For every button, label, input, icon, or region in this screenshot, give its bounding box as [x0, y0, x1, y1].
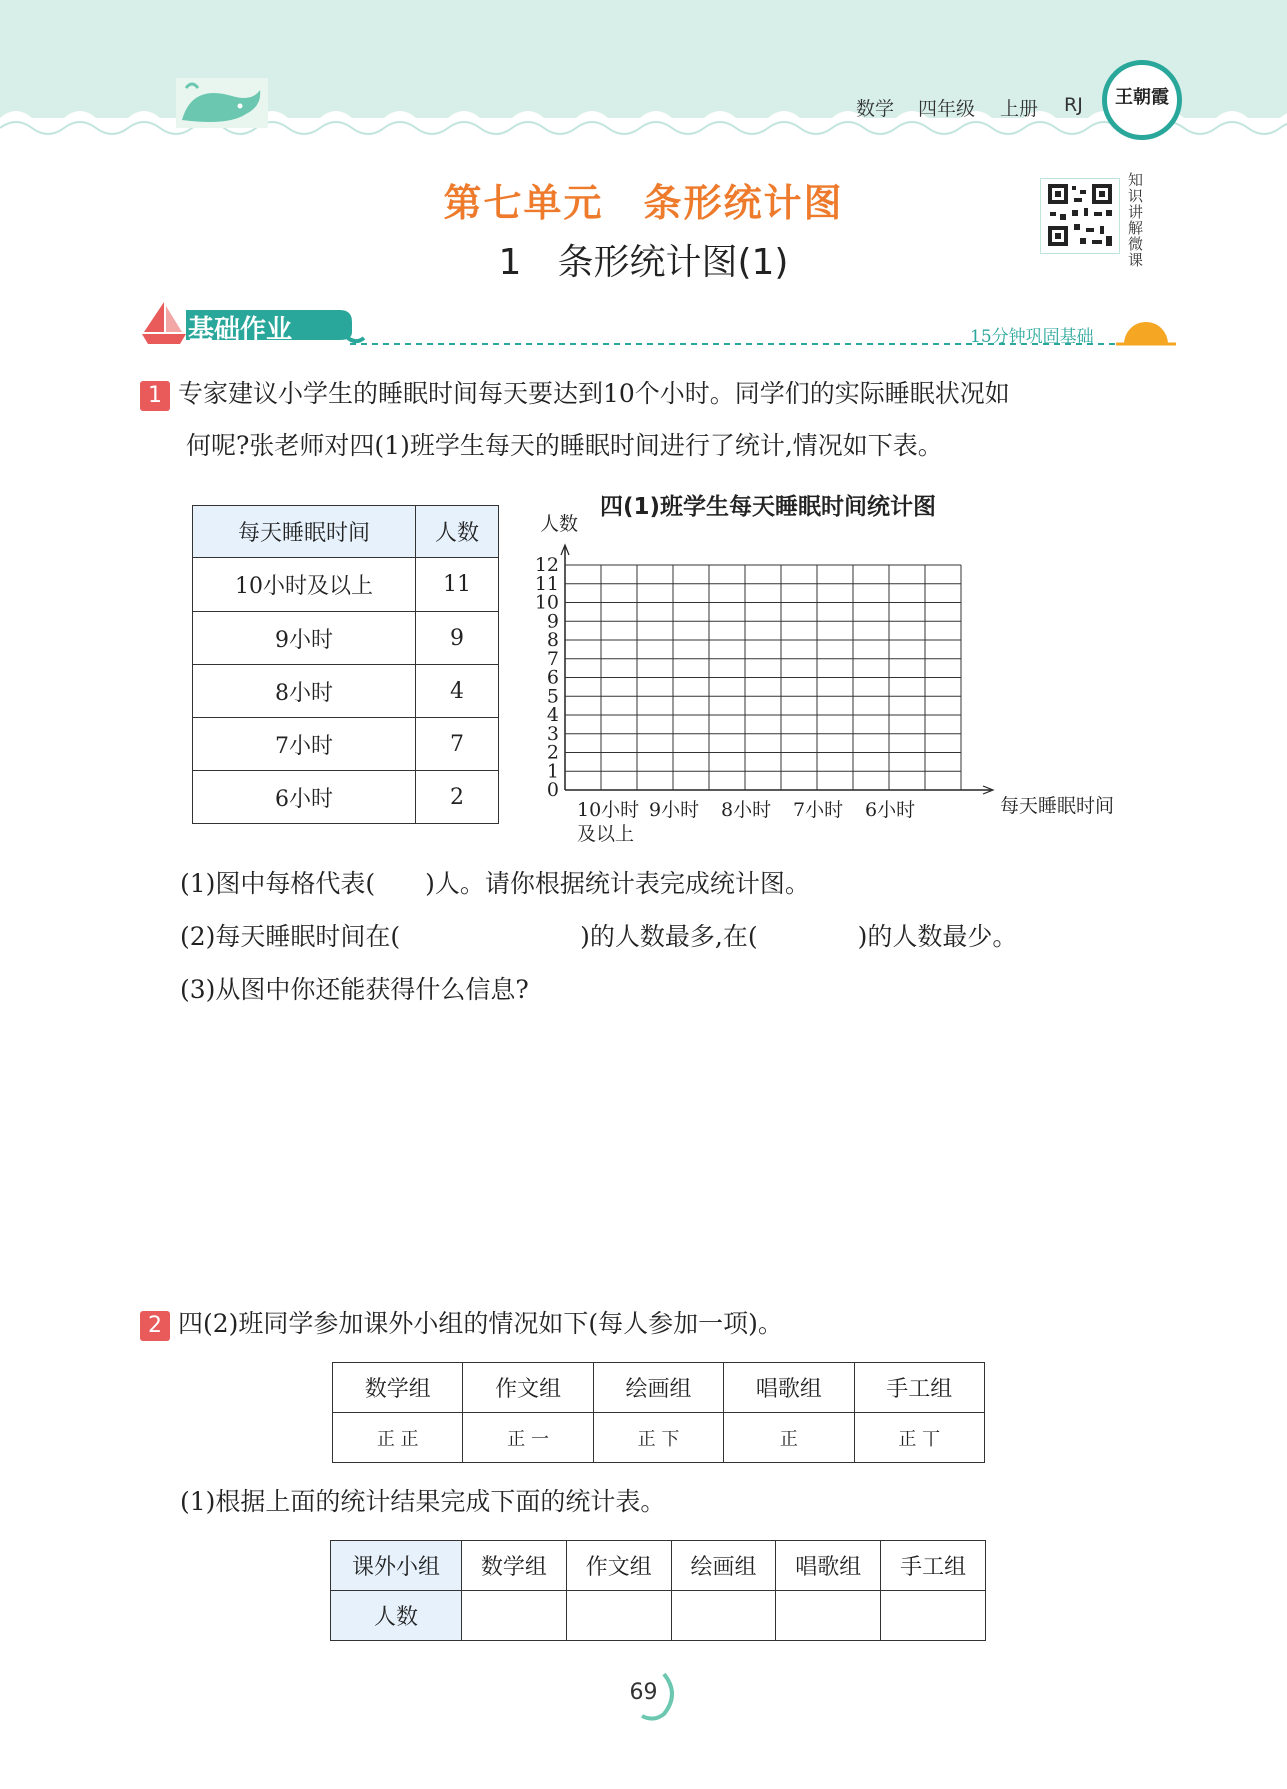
- section-label: 基础作业: [188, 315, 293, 345]
- page-number: 69: [629, 1680, 658, 1705]
- x-tick-label: 9小时: [649, 799, 700, 821]
- sleep-table: [192, 505, 499, 824]
- bar-chart[interactable]: [520, 505, 1160, 845]
- answer-cell[interactable]: [671, 1591, 776, 1641]
- tally-marks: 正 丅: [854, 1413, 984, 1463]
- table-header: 每天睡眠时间: [193, 506, 416, 558]
- table-cell: 7: [416, 718, 499, 771]
- x-tick-label: 10小时: [577, 799, 640, 821]
- header-subject: 数学: [856, 98, 895, 120]
- question-2: [140, 1298, 783, 1350]
- table-cell: 7小时: [193, 718, 416, 771]
- chart-grid: [561, 545, 993, 794]
- table-cell: 10小时及以上: [193, 558, 416, 612]
- brand-logo: [1102, 60, 1182, 140]
- table-row: [193, 771, 499, 824]
- q1-sub3: (3)从图中你还能获得什么信息?: [180, 975, 529, 1004]
- q1-sub2-b: )的人数最多,在(: [580, 922, 758, 951]
- question-number-badge: 1: [140, 381, 170, 411]
- qr-caption: 知识讲解微课: [1128, 171, 1144, 269]
- tally-header: 作文组: [463, 1363, 593, 1413]
- tally-header: 绘画组: [593, 1363, 723, 1413]
- y-axis-label: 人数: [540, 513, 579, 535]
- y-tick-label: 2: [546, 741, 559, 764]
- answer-cell[interactable]: [566, 1591, 671, 1641]
- header-grade: 四年级: [918, 98, 976, 120]
- y-tick-label: 4: [546, 704, 559, 726]
- question-1-text-line1: 专家建议小学生的睡眠时间每天要达到10个小时。同学们的实际睡眠状况如: [177, 379, 1010, 408]
- tally-header: 手工组: [854, 1363, 984, 1413]
- answer-cell[interactable]: [462, 1591, 567, 1641]
- table-header: 人数: [416, 506, 499, 558]
- q2-sub1: (1)根据上面的统计结果完成下面的统计表。: [180, 1487, 666, 1516]
- table-row: [193, 718, 499, 771]
- tally-marks: 正 一: [463, 1413, 593, 1463]
- x-tick-label: 8小时: [721, 799, 772, 821]
- table-cell: 8小时: [193, 665, 416, 718]
- stats-header: 绘画组: [671, 1541, 776, 1591]
- sunrise-icon: [1116, 322, 1176, 344]
- answer-cell[interactable]: [881, 1591, 986, 1641]
- chart-title: 四(1)班学生每天睡眠时间统计图: [600, 494, 937, 520]
- sailboat-icon: [142, 302, 186, 344]
- tally-marks: 正: [724, 1413, 854, 1463]
- stats-header: 手工组: [881, 1541, 986, 1591]
- whale-icon: [172, 76, 272, 132]
- y-tick-label: 1: [546, 760, 559, 783]
- x-tick-label: 6小时: [865, 799, 916, 821]
- stats-header: 课外小组: [331, 1541, 462, 1591]
- x-tick-label: 7小时: [793, 799, 844, 821]
- table-cell: 11: [416, 558, 499, 612]
- header-volume: 上册: [1000, 98, 1039, 120]
- table-cell: 9小时: [193, 612, 416, 665]
- q1-sub2-a: (2)每天睡眠时间在(: [180, 922, 401, 951]
- table-cell: 4: [416, 665, 499, 718]
- x-labels: [577, 799, 915, 845]
- q1-sub2: [180, 911, 1017, 963]
- y-tick-label: 7: [546, 647, 559, 670]
- x-tick-label: 及以上: [577, 823, 635, 845]
- q1-sub2-c: )的人数最少。: [857, 922, 1018, 951]
- stats-table: [330, 1540, 986, 1641]
- question-number-badge: 2: [140, 1311, 170, 1341]
- question-1: [140, 368, 1180, 472]
- x-axis-label: 每天睡眠时间: [1000, 795, 1115, 817]
- tally-marks: 正 下: [593, 1413, 723, 1463]
- tally-marks: 正 正: [333, 1413, 463, 1463]
- question-1-text-line2: 何呢?张老师对四(1)班学生每天的睡眠时间进行了统计,情况如下表。: [186, 431, 943, 460]
- table-row: [193, 612, 499, 665]
- table-row: [193, 665, 499, 718]
- table-row: [193, 558, 499, 612]
- y-tick-label: 8: [546, 629, 559, 651]
- stats-row-label: 人数: [331, 1591, 462, 1641]
- table-cell: 9: [416, 612, 499, 665]
- y-tick-label: 0: [546, 779, 559, 801]
- stats-header: 数学组: [462, 1541, 567, 1591]
- table-cell: 6小时: [193, 771, 416, 824]
- y-tick-label: 10: [534, 591, 559, 614]
- answer-cell[interactable]: [776, 1591, 881, 1641]
- y-tick-label: 9: [546, 610, 559, 633]
- stats-header: 唱歌组: [776, 1541, 881, 1591]
- stats-header: 作文组: [566, 1541, 671, 1591]
- unit-title: 第七单元 条形统计图: [443, 181, 844, 225]
- tally-table: [332, 1362, 985, 1463]
- y-tick-label: 12: [534, 554, 559, 576]
- y-tick-label: 11: [534, 572, 559, 595]
- section-hint: 15分钟巩固基础: [970, 327, 1094, 347]
- y-tick-label: 5: [546, 685, 559, 708]
- table-cell: 2: [416, 771, 499, 824]
- lesson-title: 1 条形统计图(1): [498, 242, 789, 283]
- tally-header: 唱歌组: [724, 1363, 854, 1413]
- header-edition: RJ: [1064, 94, 1083, 116]
- y-ticks: [535, 554, 559, 801]
- brand-name: 王朝霞: [1115, 87, 1169, 108]
- y-tick-label: 3: [546, 722, 559, 745]
- q1-sub1: (1)图中每格代表( )人。请你根据统计表完成统计图。: [180, 869, 810, 898]
- y-tick-label: 6: [546, 666, 559, 689]
- qr-code[interactable]: [1040, 178, 1120, 254]
- question-2-text: 四(2)班同学参加课外小组的情况如下(每人参加一项)。: [177, 1309, 783, 1338]
- tally-header: 数学组: [333, 1363, 463, 1413]
